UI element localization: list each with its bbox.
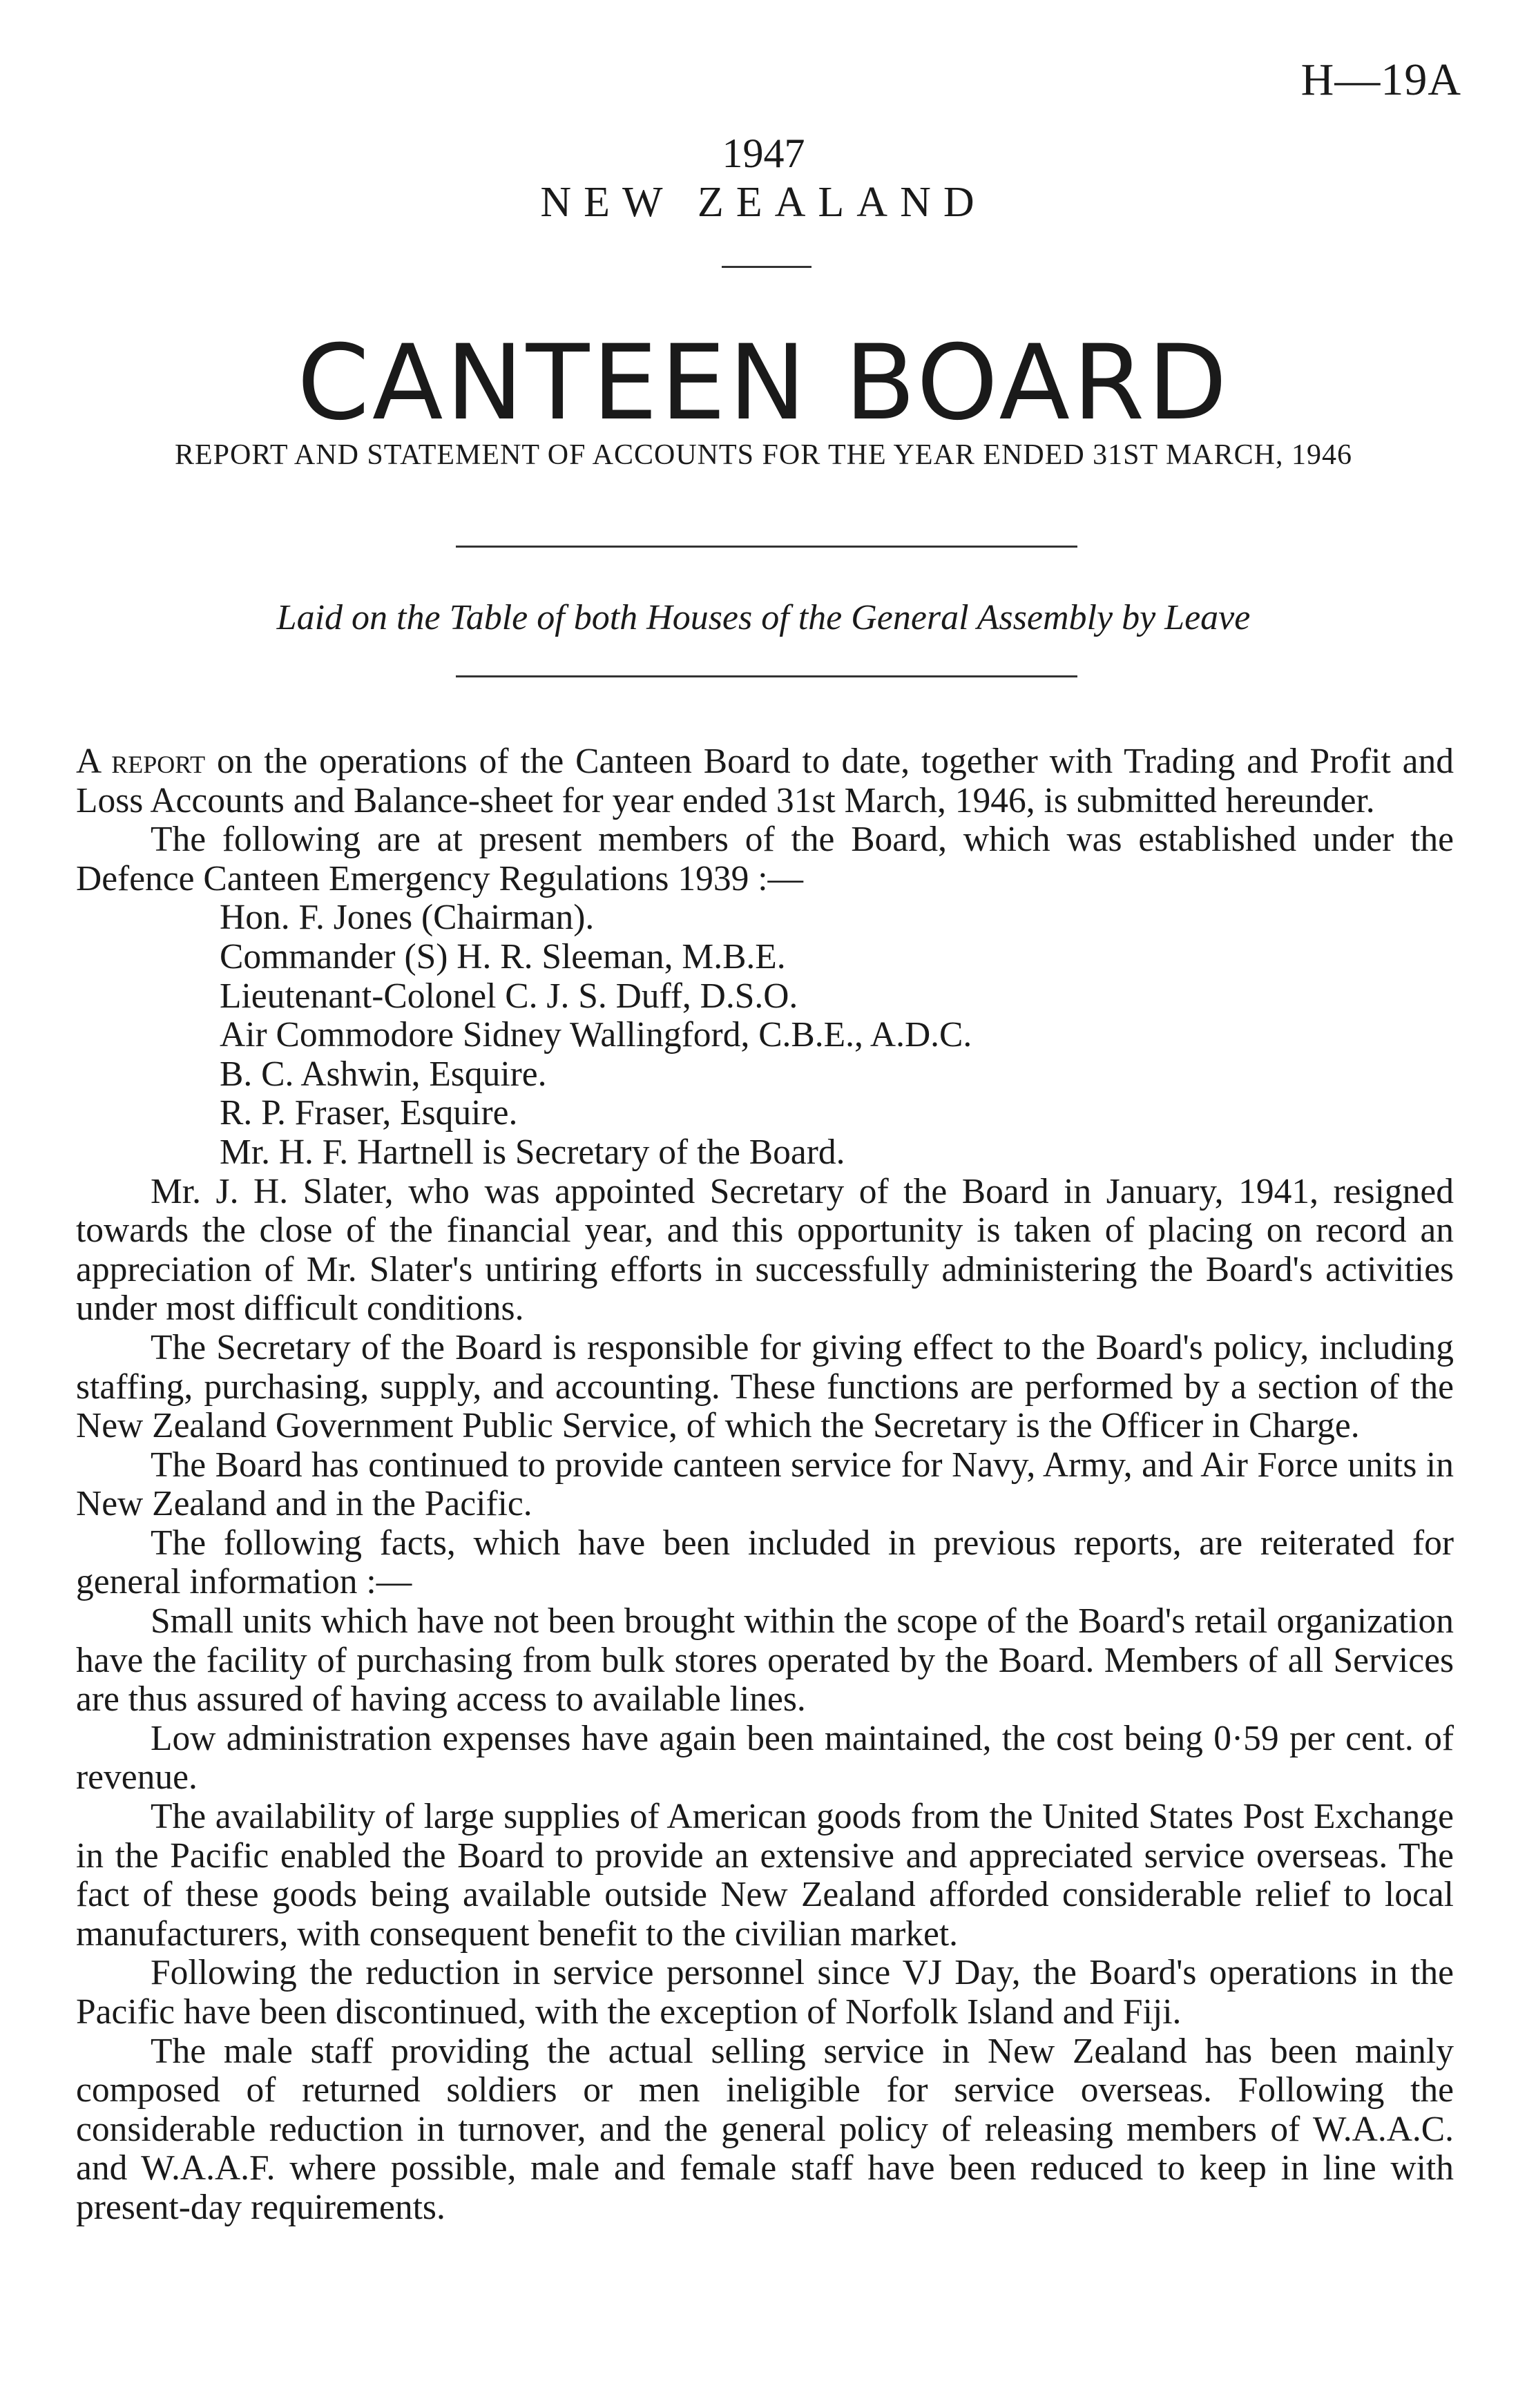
paragraph-intro <box>76 742 1454 820</box>
paragraph-secretary: The Secretary of the Board is responsible for giving effect to the Board's policy, including staffing, purchasing, supply, and accounting. These functions are performed by a section of the New Zealand Government Public Service, of which the Secretary is the Officer in Charge. <box>76 1327 1454 1446</box>
paragraph-pacific: Following the reduction in service personnel since VJ Day, the Board's operations in the Pacific have been discontinued, with the exception of Norfolk Island and Fiji. <box>76 1953 1454 2032</box>
member-item: Commander (S) H. R. Sleeman, M.B.E. <box>220 936 786 976</box>
short-divider <box>722 266 811 268</box>
member-list <box>76 898 1454 1172</box>
intro-lead: A report <box>76 742 206 781</box>
report-subtitle: REPORT AND STATEMENT OF ACCOUNTS FOR THE YEAR ENDED 31ST MARCH, 1946 <box>175 439 1352 471</box>
paragraph-staff: The male staff providing the actual selling service in New Zealand has been mainly composed of returned soldiers or men ineligible for service overseas. Following the considerable reduction in turnover, and the general policy of releasing members of W.A.A.C. and W.A.A.F. where possible, male and female staff have been reduced to keep in line with present-day requirements. <box>76 2031 1454 2227</box>
paragraph-american-goods: The availability of large supplies of American goods from the United States Post Exchange in the Pacific enabled the Board to provide an extensive and appreciated service overseas. The fact of these goods being available outside New Zealand afforded considerable relief to local manufacturers, with consequent benefit to the civilian market. <box>76 1797 1454 1954</box>
document-reference: H—19A <box>1300 55 1461 105</box>
upper-divider <box>456 546 1077 548</box>
paragraph-facts: The following facts, which have been included in previous reports, are reiterated for general information :— <box>76 1523 1454 1602</box>
paragraph-expenses: Low administration expenses have again been maintained, the cost being 0·59 per cent. of revenue. <box>76 1718 1454 1798</box>
member-item: Lieutenant-Colonel C. J. S. Duff, D.S.O. <box>220 976 798 1016</box>
country-heading: NEW ZEALAND <box>540 179 987 226</box>
document-year: 1947 <box>722 131 805 176</box>
paragraph-members-intro: The following are at present members of the Board, which was established under the Defence Canteen Emergency Regulations 1939 :— <box>76 820 1454 898</box>
paragraph-service: The Board has continued to provide canteen service for Navy, Army, and Air Force units in New Zealand and in the Pacific. <box>76 1445 1454 1524</box>
member-item: Air Commodore Sidney Wallingford, C.B.E., A.D.C. <box>220 1015 972 1055</box>
lower-divider <box>456 675 1077 677</box>
paragraph-slater: Mr. J. H. Slater, who was appointed Secretary of the Board in January, 1941, resigned towards the close of the financial year, and this opportunity is taken of placing on record an appreciation of Mr. Slater's untiring efforts in successfully administering the Board's activities under most difficult conditions. <box>76 1171 1454 1329</box>
intro-text: on the operations of the Canteen Board to date, together with Trading and Profit and Loss Accounts and Balance-sheet for year ended 31st March, 1946, is submitted hereunder. <box>76 742 1454 820</box>
member-item: B. C. Ashwin, Esquire. <box>220 1054 547 1094</box>
paragraph-small-units: Small units which have not been brought within the scope of the Board's retail organization have the facility of purchasing from bulk stores operated by the Board. Members of all Services are thus assured of having access to available lines. <box>76 1601 1454 1720</box>
page-title: CANTEEN BOARD <box>297 323 1230 443</box>
report-body <box>76 742 1454 2228</box>
laid-on-table-note: Laid on the Table of both Houses of the General Assembly by Leave <box>276 598 1251 637</box>
member-item: Hon. F. Jones (Chairman). <box>220 898 595 938</box>
member-item: Mr. H. F. Hartnell is Secretary of the Board. <box>220 1132 845 1172</box>
member-item: R. P. Fraser, Esquire. <box>220 1093 518 1133</box>
